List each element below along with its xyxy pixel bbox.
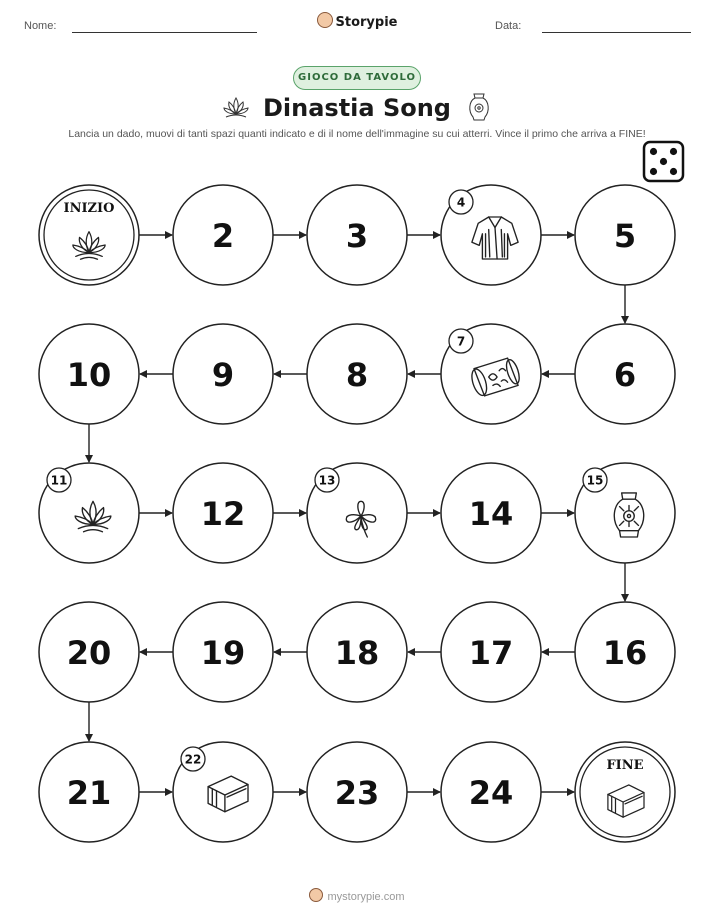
space-number: 12 [200, 495, 246, 533]
board-space-21 [39, 742, 139, 842]
board-space-24 [441, 742, 541, 842]
board-space-8 [307, 324, 407, 424]
space-number: 18 [334, 634, 380, 672]
board-space-13 [307, 463, 407, 563]
space-number: 23 [334, 774, 380, 812]
space-number: 24 [468, 774, 514, 812]
board-space-19 [173, 602, 273, 702]
space-number: 14 [468, 495, 514, 533]
space-number: 6 [613, 356, 637, 394]
board-space-22 [173, 742, 273, 842]
space-number: 13 [318, 473, 336, 488]
board-space-5 [575, 185, 675, 285]
board-space-6 [575, 324, 675, 424]
board-space-9 [173, 324, 273, 424]
board-space-25 [575, 742, 675, 842]
brand-name: Storypie [335, 15, 398, 30]
board-space-11 [39, 463, 139, 563]
space-number: 17 [468, 634, 514, 672]
board-space-1 [39, 185, 139, 285]
space-number: 21 [66, 774, 112, 812]
space-number: 2 [211, 217, 235, 255]
space-number: 20 [66, 634, 112, 672]
space-number: 3 [345, 217, 369, 255]
board-space-18 [307, 602, 407, 702]
board-space-14 [441, 463, 541, 563]
instructions: Lancia un dado, muovi di tanti spazi quanti indicato e di il nome dell'immagine su cui atterri. Vince il primo che arriva a FINE! [68, 128, 646, 140]
space-number: 16 [602, 634, 648, 672]
board-space-4 [441, 185, 541, 285]
name-label: Nome: [24, 20, 57, 32]
space-number: 15 [586, 473, 604, 488]
board-space-2 [173, 185, 273, 285]
footer [0, 888, 714, 903]
space-number: 4 [456, 195, 466, 210]
footer-url: mystorypie.com [327, 891, 405, 903]
space-number: 8 [345, 356, 369, 394]
board-space-16 [575, 602, 675, 702]
space-number: 11 [50, 473, 68, 488]
dice-icon [644, 142, 683, 181]
date-label: Data: [495, 20, 522, 32]
board-space-23 [307, 742, 407, 842]
space-number: 10 [66, 356, 112, 394]
space-number: 9 [211, 356, 235, 394]
category-badge: GIOCO DA TAVOLO [293, 66, 421, 90]
board-space-12 [173, 463, 273, 563]
board-space-17 [441, 602, 541, 702]
board-space-10 [39, 324, 139, 424]
board-space-20 [39, 602, 139, 702]
board-space-3 [307, 185, 407, 285]
space-number: 22 [184, 752, 202, 767]
space-number: 7 [456, 334, 466, 349]
storypie-footer-logo-icon [309, 888, 323, 902]
space-number: 5 [613, 217, 637, 255]
title-text: Dinastia Song [262, 94, 451, 122]
space-number: 19 [200, 634, 246, 672]
start-label: INIZIO [63, 201, 115, 216]
end-label: FINE [606, 758, 644, 773]
